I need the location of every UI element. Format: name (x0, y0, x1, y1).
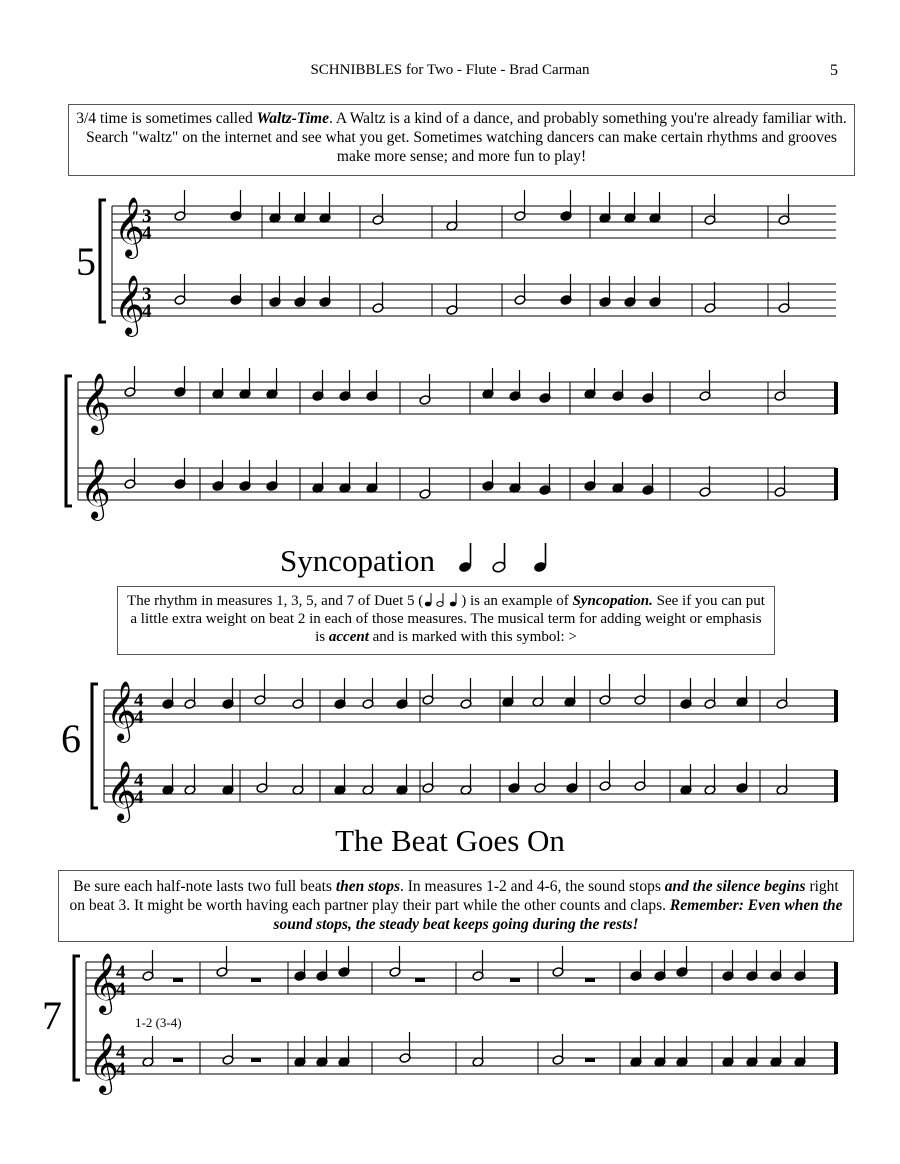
waltz-text-1: 3/4 time is sometimes called (76, 110, 257, 127)
half-rest (510, 978, 520, 982)
time-sig-bottom: 4 (142, 301, 152, 322)
treble-clef-icon: 𝄞 (114, 197, 145, 257)
time-sig-top: 3 (142, 284, 152, 305)
waltz-term: Waltz-Time (256, 110, 329, 127)
duet-7-number: 7 (42, 993, 62, 1038)
system-bracket (66, 376, 72, 506)
waltz-text-2: . A Waltz is a kind of a dance, and probably something you're already familiar with. Search "waltz" on the internet and see what you get. Sometimes watching dancers can make certain rhythms and grooves make more sense; and more fun to play! (86, 110, 847, 165)
half-rest (585, 1058, 595, 1062)
treble-clef-icon: 𝄞 (80, 373, 111, 433)
sync-text-1: The rhythm in measures 1, 3, 5, and 7 of Duet 5 ( (127, 593, 424, 609)
sync-term: Syncopation. (572, 593, 653, 609)
treble-clef-icon: 𝄞 (88, 953, 119, 1013)
count-label: 1-2 (3-4) (135, 1015, 182, 1030)
duet-6-number: 6 (61, 716, 81, 761)
beat-term-1: then stops (335, 878, 401, 895)
beat-term-3: Remember: Even when the sound stops, the steady beat keeps going during the rests! (273, 897, 843, 933)
treble-clef-icon: 𝄞 (80, 459, 111, 519)
time-sig-top: 4 (116, 1042, 126, 1063)
sync-text-2: ) is an example of (461, 593, 573, 609)
beat-text-1: Be sure each half-note lasts two full beats (73, 878, 336, 895)
time-sig-bottom: 4 (134, 707, 144, 728)
sync-text-3: See if you can put a little extra weight on beat 2 in each of those measures. The musical term for adding weight or emphasis is (130, 593, 765, 645)
beat-text-2: . In measures 1-2 and 4-6, the sound stops (400, 878, 665, 895)
system-bracket (74, 956, 80, 1080)
book-title: SCHNIBBLES for Two - Flute - Brad Carman (310, 62, 590, 78)
sync-text-4: and is marked with this symbol: > (368, 629, 577, 645)
time-sig-top: 4 (134, 690, 144, 711)
time-sig-top: 3 (142, 206, 152, 227)
treble-clef-icon: 𝄞 (106, 761, 137, 821)
half-rest (415, 978, 425, 982)
treble-clef-icon: 𝄞 (114, 275, 145, 335)
system-bracket (92, 684, 98, 808)
treble-clef-icon: 𝄞 (106, 681, 137, 741)
beat-term-2: and the silence begins (664, 878, 806, 895)
treble-clef-icon: 𝄞 (88, 1033, 119, 1093)
system-bracket (100, 200, 106, 322)
half-rest (251, 978, 261, 982)
beat-text-3: right on beat 3. It might be worth having each partner play their part while the other counts and claps. (69, 878, 839, 914)
half-rest (251, 1058, 261, 1062)
time-sig-top: 4 (116, 962, 126, 983)
accent-term: accent (328, 629, 369, 645)
syncopation-title: Syncopation (280, 543, 435, 578)
time-sig-bottom: 4 (116, 979, 126, 1000)
duet-5-number: 5 (76, 239, 96, 284)
half-rest (173, 978, 183, 982)
beat-goes-on-heading: The Beat Goes On (335, 823, 565, 858)
half-rest (173, 1058, 183, 1062)
page-number: 5 (830, 62, 838, 79)
time-sig-top: 4 (134, 770, 144, 791)
time-sig-bottom: 4 (116, 1059, 126, 1080)
time-sig-bottom: 4 (134, 787, 144, 808)
half-rest (585, 978, 595, 982)
time-sig-bottom: 4 (142, 223, 152, 244)
